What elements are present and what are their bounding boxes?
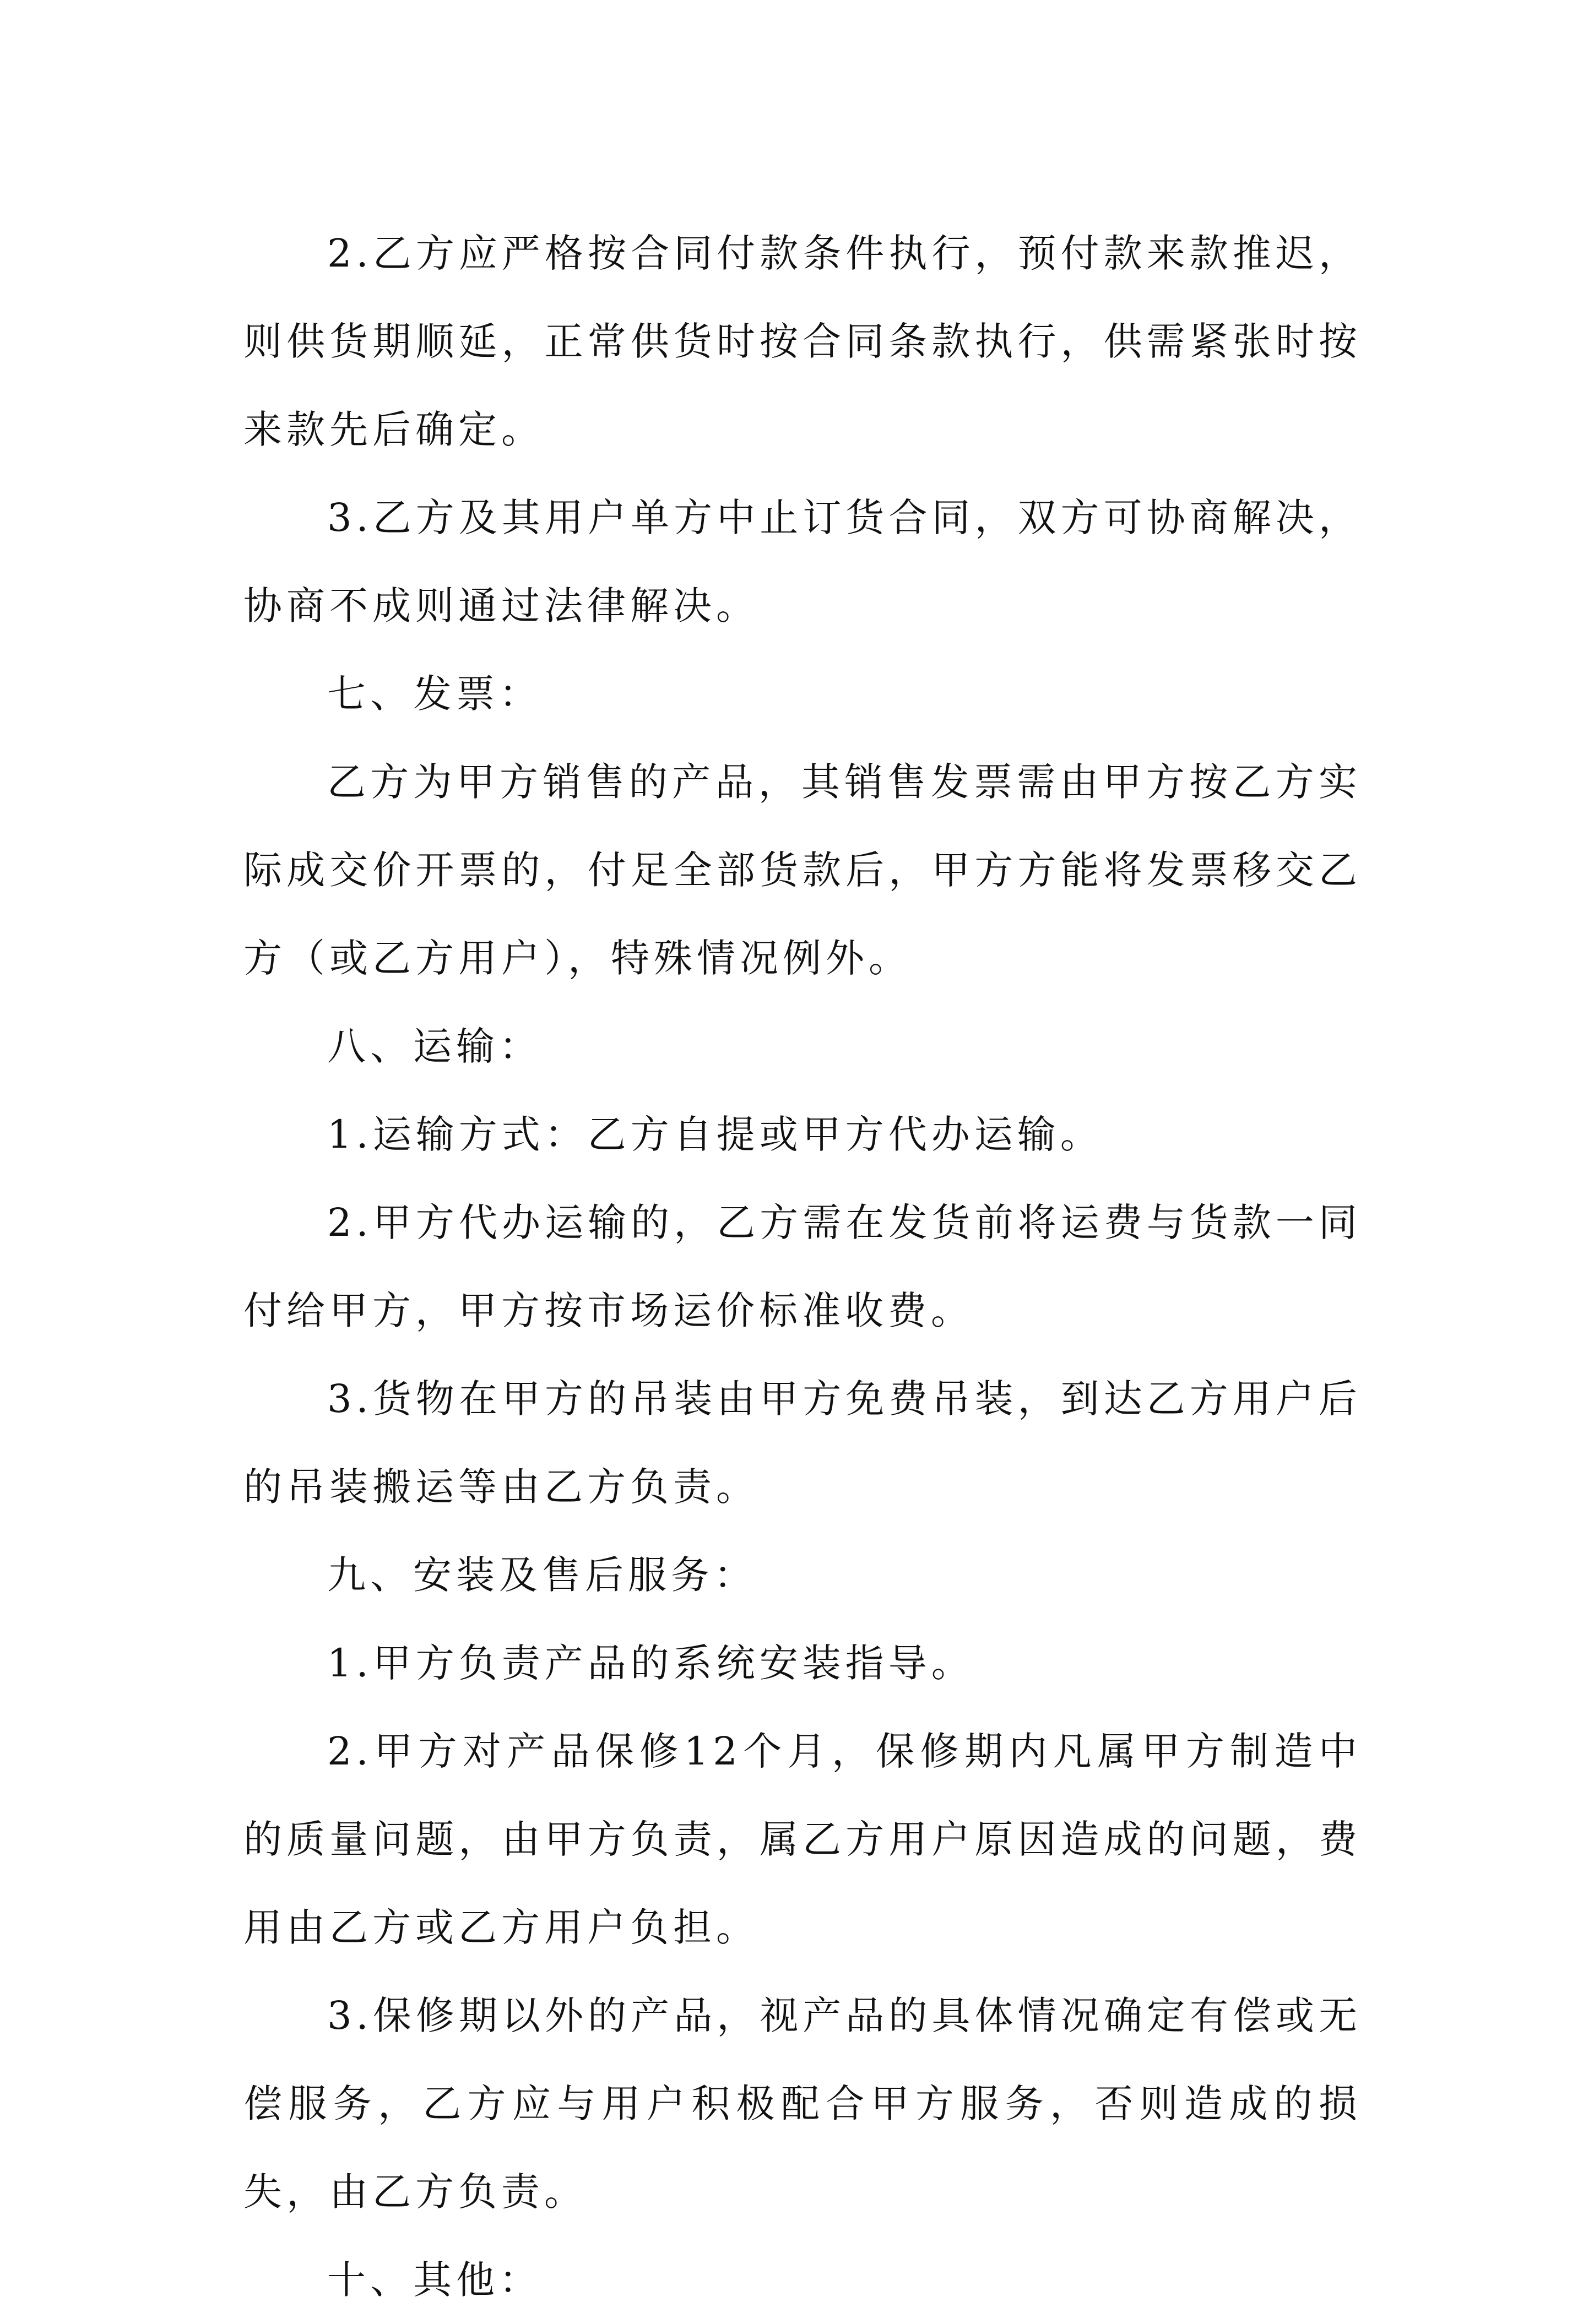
document-body [243,209,1362,2324]
paragraph-post-warranty: 3.保修期以外的产品，视产品的具体情况确定有偿或无偿服务，乙方应与用户积极配合甲方服务，否则造成的损失，由乙方负责。 [243,1993,1362,2214]
paragraph-payment-terms: 2.乙方应严格按合同付款条件执行，预付款来款推迟，则供货期顺延，正常供货时按合同条款执行，供需紧张时按来款先后确定。 [243,231,1362,452]
paragraph-hoisting: 3.货物在甲方的吊装由甲方免费吊装，到达乙方用户后的吊装搬运等由乙方负责。 [243,1376,1362,1509]
section-heading-other: 十、其他： [327,2257,542,2303]
paragraph-invoice: 乙方为甲方销售的产品，其销售发票需由甲方按乙方实际成交价开票的，付足全部货款后，甲方方能将发票移交乙方（或乙方用户），特殊情况例外。 [243,759,1362,981]
paragraph-installation-guidance: 1.甲方负责产品的系统安装指导。 [327,1641,974,1686]
paragraph-transport-method: 1.运输方式：乙方自提或甲方代办运输。 [327,1112,1103,1157]
section-heading-transport: 八、运输： [327,1024,542,1069]
section-heading-installation-service: 九、安装及售后服务： [327,1552,757,1598]
paragraph-transport-fees: 2.甲方代办运输的，乙方需在发货前将运费与货款一同付给甲方，甲方按市场运价标准收费。 [243,1200,1362,1333]
paragraph-contract-termination: 3.乙方及其用户单方中止订货合同，双方可协商解决，协商不成则通过法律解决。 [243,495,1362,628]
section-heading-invoice: 七、发票： [327,671,542,716]
paragraph-warranty: 2.甲方对产品保修12个月，保修期内凡属甲方制造中的质量问题，由甲方负责，属乙方用户原因造成的问题，费用由乙方或乙方用户负担。 [243,1729,1362,1950]
